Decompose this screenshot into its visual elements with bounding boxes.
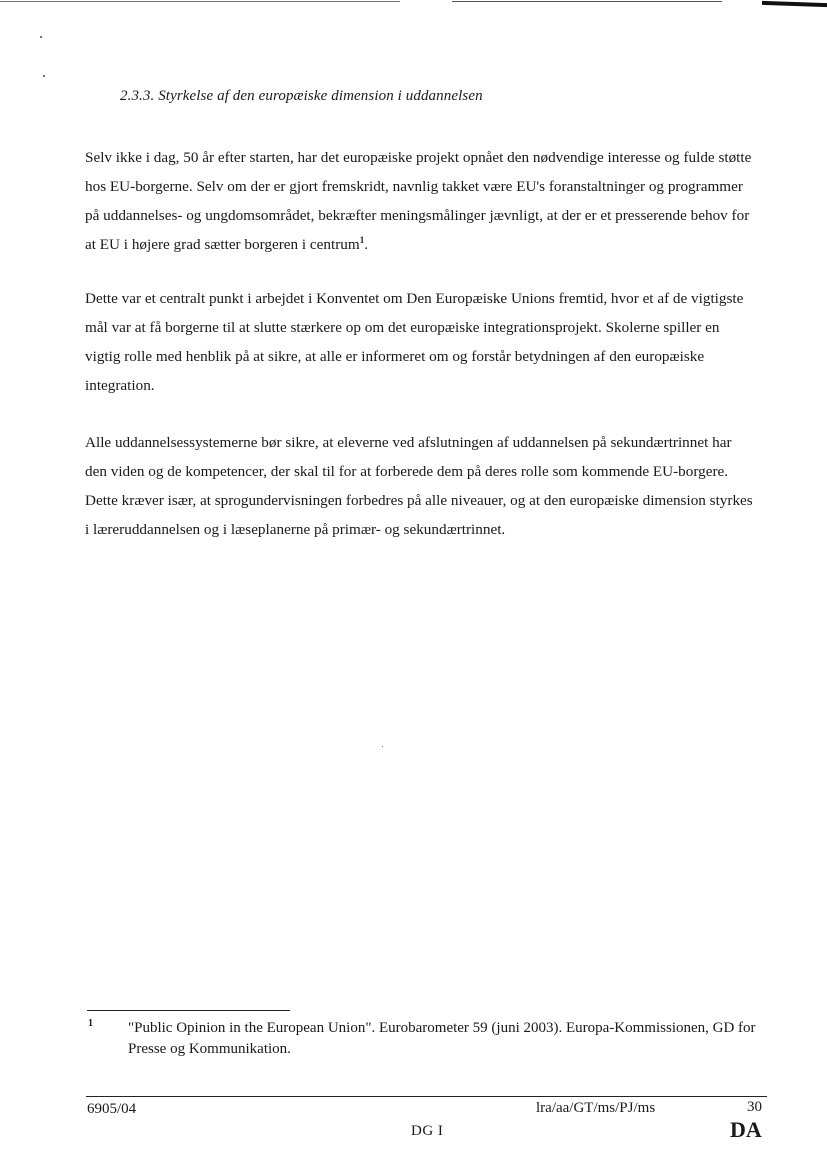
paragraph-3: Alle uddannelsessystemerne bør sikre, at eleverne ved afslutningen af uddannelsen på sekundærtrinnet har den viden og de kompetencer, der skal til for at forberede dem på deres rolle som kommende EU-borgere. Dette kræver især, at sprogundervisningen forbedres på alle niveauer, og at den europæiske dimension styrkes i læreruddannelsen og i læseplanerne på primær- og sekundærtrinnet. xyxy=(85,434,753,538)
paragraph-1-end: . xyxy=(364,236,368,253)
paragraph-1 xyxy=(85,143,757,259)
document-code: 6905/04 xyxy=(87,1101,137,1117)
page-number: 30 xyxy=(747,1099,762,1115)
scan-speck xyxy=(382,746,383,747)
section-heading: 2.3.3. Styrkelse af den europæiske dimension i uddannelsen xyxy=(120,88,483,104)
scan-artifact-mark xyxy=(762,1,827,7)
author-references: lra/aa/GT/ms/PJ/ms xyxy=(536,1100,656,1116)
paragraph-1-text: Selv ikke i dag, 50 år efter starten, har det europæiske projekt opnået den nødvendige interesse og fulde støtte hos EU-borgerne. Selv om der er gjort fremskridt, navnlig takket være EU's foranstaltninger og programmer på uddannelses- og ungdomsområdet, bekræfter meningsmålinger jævnligt, at der er et presserende behov for at EU i højere grad sætter borgeren i centrum xyxy=(85,149,752,253)
language-code: DA xyxy=(730,1117,762,1142)
footnote-marker: 1 xyxy=(88,1018,93,1029)
paragraph-2: Dette var et centralt punkt i arbejdet i Konventet om Den Europæiske Unions fremtid, hvor et af de vigtigste mål var at få borgerne til at slutte stærkere op om det europæiske integrationsprojekt. Skolerne spiller en vigtig rolle med henblik på at sikre, at alle er informeret om og forstår betydningen af den europæiske integration. xyxy=(85,290,744,394)
scan-speck xyxy=(43,75,45,77)
footer-divider xyxy=(86,1096,767,1097)
footnote-reference[interactable]: 1 xyxy=(359,235,365,245)
scan-artifact-line xyxy=(0,1,400,2)
footnote-text: "Public Opinion in the European Union". Eurobarometer 59 (juni 2003). Europa-Kommissionen, GD for Presse og Kommunikation. xyxy=(128,1020,756,1057)
directorate-label: DG I xyxy=(411,1123,444,1139)
scan-speck xyxy=(40,36,42,38)
footnote-divider xyxy=(87,1010,290,1011)
scan-artifact-line xyxy=(452,1,722,2)
